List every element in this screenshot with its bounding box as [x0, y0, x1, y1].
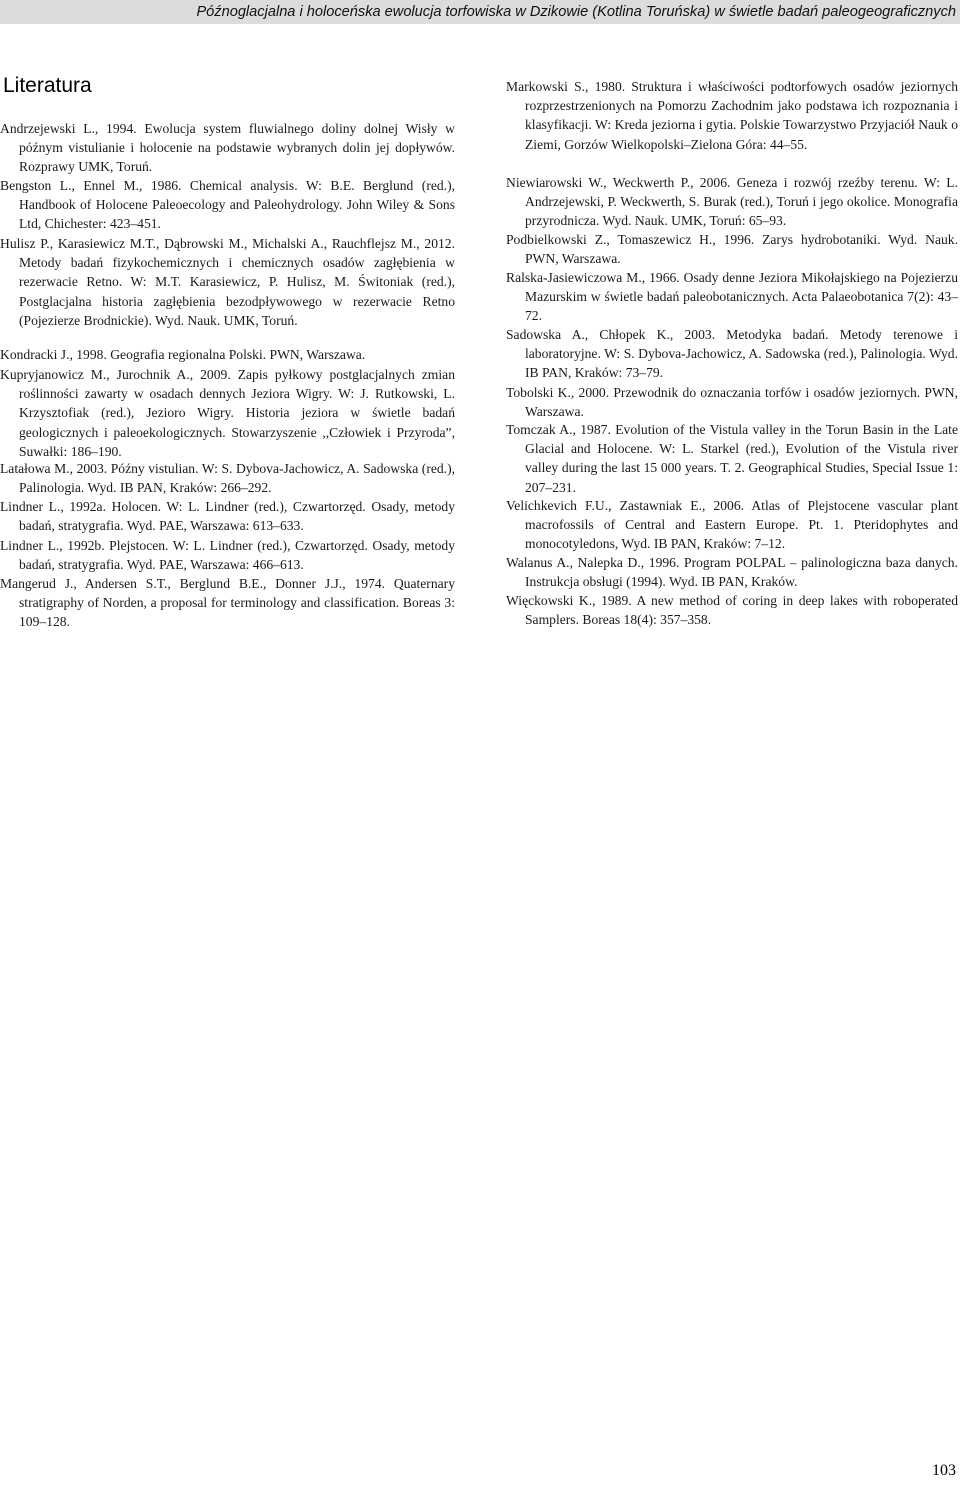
reference-entry: Mangerud J., Andersen S.T., Berglund B.E., Donner J.J., 1974. Quaternary stratigraphy of Norden, a proposal for terminology and classification. Boreas 3: 109–128.	[0, 576, 455, 630]
reference-entry: Velichkevich F.U., Zastawniak E., 2006. Atlas of Plejstocene vascular plant macrofossils of Central and Eastern Europe. Pt. 1. Pteridophytes and monocotyledons, Wyd. IB PAN, Kraków: 7–12.	[506, 498, 958, 552]
reference-entry: Ralska-Jasiewiczowa M., 1966. Osady denne Jeziora Mikołajskiego na Pojezierzu Mazurskim w świetle badań paleobotanicznych. Acta Palaeobotanica 7(2): 43–72.	[506, 270, 958, 324]
reference-entry: Kupryjanowicz M., Jurochnik A., 2009. Zapis pyłkowy postglacjalnych zmian roślinności zawarty w osadach dennych Jeziora Wigry. W: J. Rutkowski, L. Krzysztofiak (red.), Jezioro Wigry. Historia jeziora w świetle badań geologicznych i paleoekologicznych. Stowarzyszenie ,,Człowiek i Przyroda”, Suwałki: 186–190.	[0, 367, 455, 459]
reference-entry: Więckowski K., 1989. A new method of coring in deep lakes with roboperated Samplers. Boreas 18(4): 357–358.	[506, 593, 958, 628]
reference-entry: Andrzejewski L., 1994. Ewolucja system fluwialnego doliny dolnej Wisły w późnym vistulianie i holocenie na podstawie wybranych dolin jej dopływów. Rozprawy UMK, Toruń.	[0, 121, 455, 175]
reference-entry: Lindner L., 1992b. Plejstocen. W: L. Lindner (red.), Czwartorzęd. Osady, metody badań, stratygrafia. Wyd. PAE, Warszawa: 466–613.	[0, 538, 455, 573]
reference-entry: Niewiarowski W., Weckwerth P., 2006. Geneza i rozwój rzeźby terenu. W: L. Andrzejewski, P. Weckwerth, S. Burak (red.), Toruń i jego okolice. Monografia przyrodnicza. Wyd. Nauk. UMK, Toruń: 65–93.	[506, 175, 958, 229]
reference-entry: Tobolski K., 2000. Przewodnik do oznaczania torfów i osadów jeziornych. PWN, Warszawa.	[506, 385, 958, 420]
reference-entry: Hulisz P., Karasiewicz M.T., Dąbrowski M., Michalski A., Rauchflejsz M., 2012. Metody badań fizykochemicznych i chemicznych osadów zagłębienia w rezerwacie Retno. W: M.T. Karasiewicz, P. Hulisz, M. Świtoniak (red.), Postglacjalna historia zagłębienia bezodpływowego w rezerwacie Retno (Pojezierze Brodnickie). Wyd. Nauk. UMK, Toruń.	[0, 236, 455, 328]
reference-entry: Markowski S., 1980. Struktura i właściwości podtorfowych osadów jeziornych rozprzestrzenionych na Pomorzu Zachodnim jako podstawa ich rozpoznania i klasyfikacji. W: Kreda jeziorna i gytia. Polskie Towarzystwo Przyjaciół Nauk o Ziemi, Gorzów Wielkopolski–Zielona Góra: 44–55.	[506, 79, 958, 152]
page-number: 103	[932, 1462, 956, 1479]
reference-entry: Bengston L., Ennel M., 1986. Chemical analysis. W: B.E. Berglund (red.), Handbook of Holocene Paleoecology and Paleohydrology. John Wiley & Sons Ltd, Chichester: 423–451.	[0, 178, 455, 232]
section-title: Literatura	[3, 74, 92, 97]
reference-entry: Lindner L., 1992a. Holocen. W: L. Lindner (red.), Czwartorzęd. Osady, metody badań, stratygrafia. Wyd. PAE, Warszawa: 613–633.	[0, 499, 455, 534]
reference-entry: Latałowa M., 2003. Późny vistulian. W: S. Dybova-Jachowicz, A. Sadowska (red.), Palinologia. Wyd. IB PAN, Kraków: 266–292.	[0, 461, 455, 496]
reference-entry: Sadowska A., Chłopek K., 2003. Metodyka badań. Metody terenowe i laboratoryjne. W: S. Dybova-Jachowicz, A. Sadowska (red.), Palinologia. Wyd. IB PAN, Kraków: 73–79.	[506, 327, 958, 381]
running-header: Późnoglacjalna i holoceńska ewolucja torfowiska w Dzikowie (Kotlina Toruńska) w świetle badań paleogeograficznych	[0, 0, 960, 24]
reference-entry: Kondracki J., 1998. Geografia regionalna Polski. PWN, Warszawa.	[0, 347, 366, 362]
reference-entry: Tomczak A., 1987. Evolution of the Vistula valley in the Torun Basin in the Late Glacial and Holocene. W: L. Starkel (red.), Evolution of the Vistula river valley during the last 15 000 years. T. 2. Geographical Studies, Special Issue 1: 207–231.	[506, 422, 958, 495]
reference-entry: Podbielkowski Z., Tomaszewicz H., 1996. Zarys hydrobotaniki. Wyd. Nauk. PWN, Warszawa.	[506, 232, 958, 267]
reference-entry: Walanus A., Nalepka D., 1996. Program POLPAL – palinologiczna baza danych. Instrukcja obsługi (1994). Wyd. IB PAN, Kraków.	[506, 555, 958, 590]
